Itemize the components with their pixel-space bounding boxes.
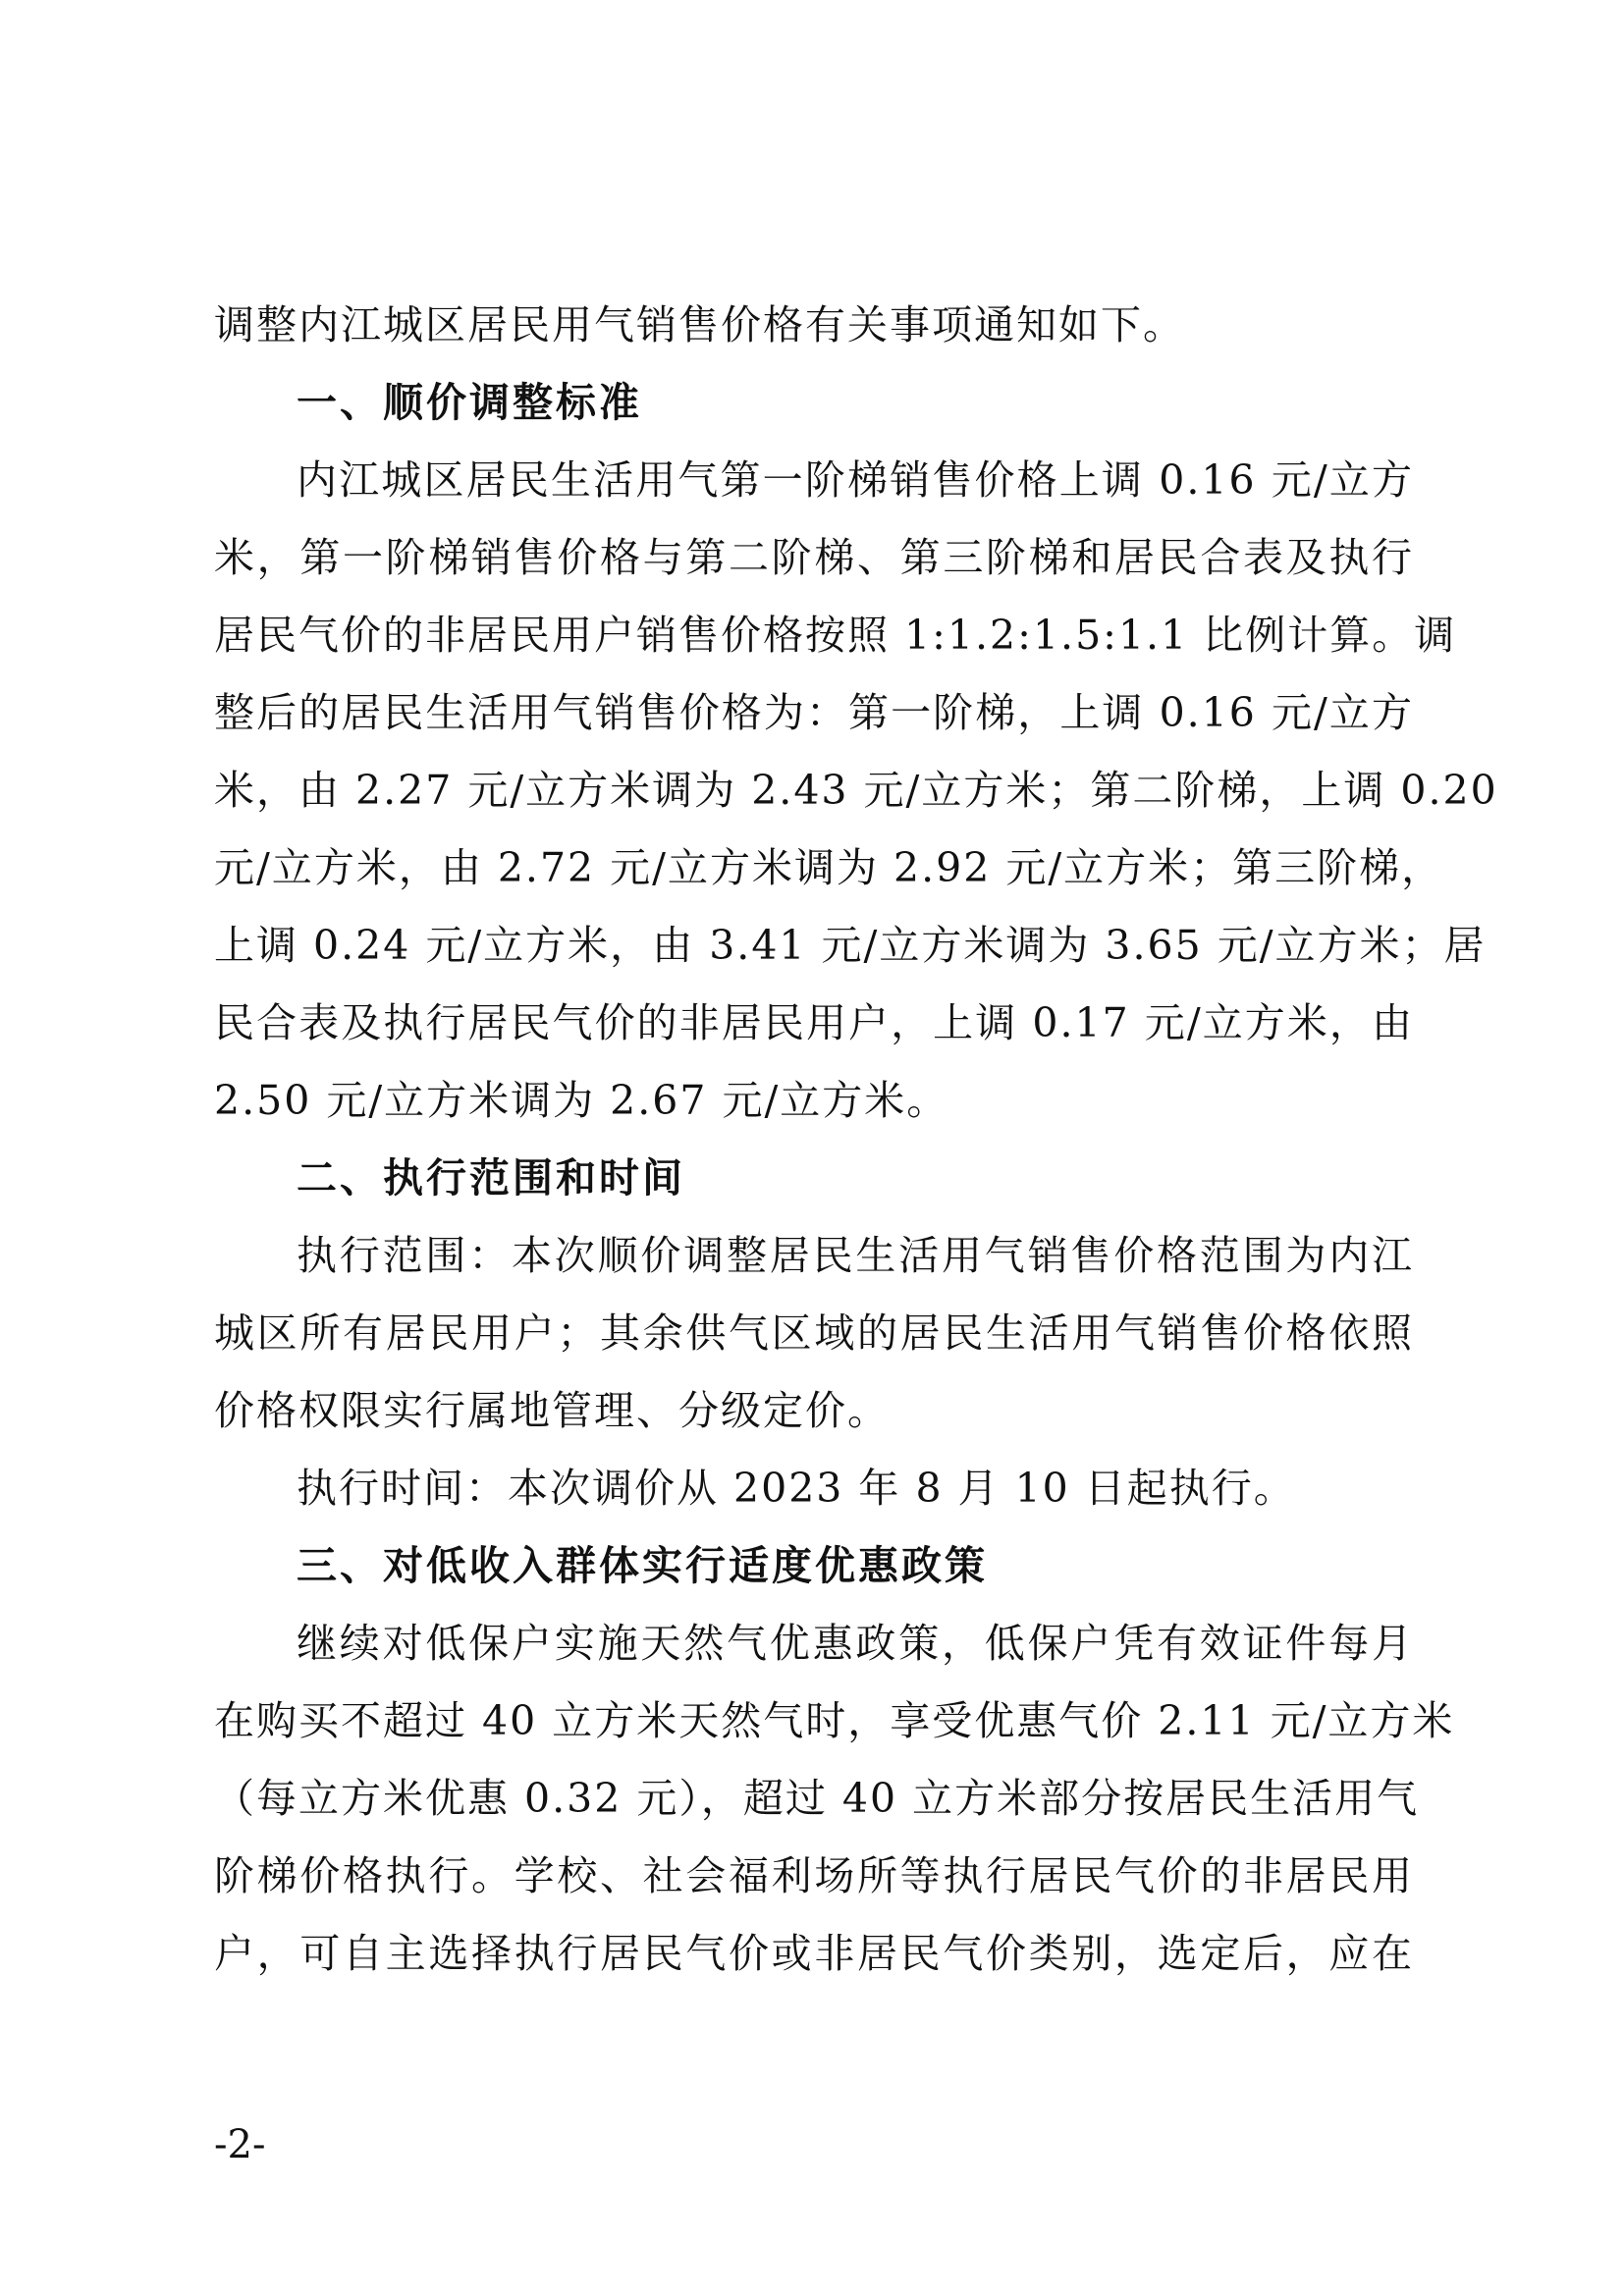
paragraph-line: 内江城区居民生活用气第一阶梯销售价格上调 0.16 元/立方 bbox=[297, 456, 1414, 504]
paragraph-line: （每立方米优惠 0.32 元），超过 40 立方米部分按居民生活用气 bbox=[214, 1775, 1420, 1822]
paragraph-line: 执行时间：本次调价从 2023 年 8 月 10 日起执行。 bbox=[297, 1465, 1296, 1512]
paragraph-line: 2.50 元/立方米调为 2.67 元/立方米。 bbox=[214, 1077, 949, 1124]
paragraph-line: 上调 0.24 元/立方米，由 3.41 元/立方米调为 3.65 元/立方米；居 bbox=[214, 922, 1487, 969]
page-number: -2- bbox=[214, 2122, 266, 2167]
paragraph-line: 在购买不超过 40 立方米天然气时，享受优惠气价 2.11 元/立方米 bbox=[214, 1697, 1455, 1744]
paragraph-line: 米，第一阶梯销售价格与第二阶梯、第三阶梯和居民合表及执行 bbox=[214, 534, 1414, 581]
document-body bbox=[214, 287, 1498, 1993]
paragraph-line: 调整内江城区居民用气销售价格有关事项通知如下。 bbox=[214, 301, 1185, 348]
paragraph-line: 阶梯价格执行。学校、社会福利场所等执行居民气价的非居民用 bbox=[214, 1852, 1414, 1899]
paragraph-line: 整后的居民生活用气销售价格为：第一阶梯，上调 0.16 元/立方 bbox=[214, 689, 1414, 736]
paragraph-line: 民合表及执行居民气价的非居民用户，上调 0.17 元/立方米，由 bbox=[214, 999, 1414, 1046]
section-heading-2: 二、执行范围和时间 bbox=[297, 1154, 685, 1201]
paragraph-line: 居民气价的非居民用户销售价格按照 1:1.2:1.5:1.1 比例计算。调 bbox=[214, 612, 1457, 659]
paragraph-line: 继续对低保户实施天然气优惠政策，低保户凭有效证件每月 bbox=[297, 1620, 1414, 1667]
section-heading-3: 三、对低收入群体实行适度优惠政策 bbox=[297, 1542, 988, 1589]
paragraph-line: 元/立方米，由 2.72 元/立方米调为 2.92 元/立方米；第三阶梯， bbox=[214, 844, 1444, 891]
paragraph-line: 户，可自主选择执行居民气价或非居民气价类别，选定后，应在 bbox=[214, 1930, 1414, 1977]
paragraph-line: 城区所有居民用户；其余供气区域的居民生活用气销售价格依照 bbox=[214, 1309, 1414, 1357]
paragraph-line: 价格权限实行属地管理、分级定价。 bbox=[214, 1387, 890, 1434]
paragraph-line: 执行范围：本次顺价调整居民生活用气销售价格范围为内江 bbox=[297, 1232, 1414, 1279]
paragraph-line: 米，由 2.27 元/立方米调为 2.43 元/立方米；第二阶梯，上调 0.20 bbox=[214, 767, 1498, 814]
section-heading-1: 一、顺价调整标准 bbox=[297, 379, 642, 426]
